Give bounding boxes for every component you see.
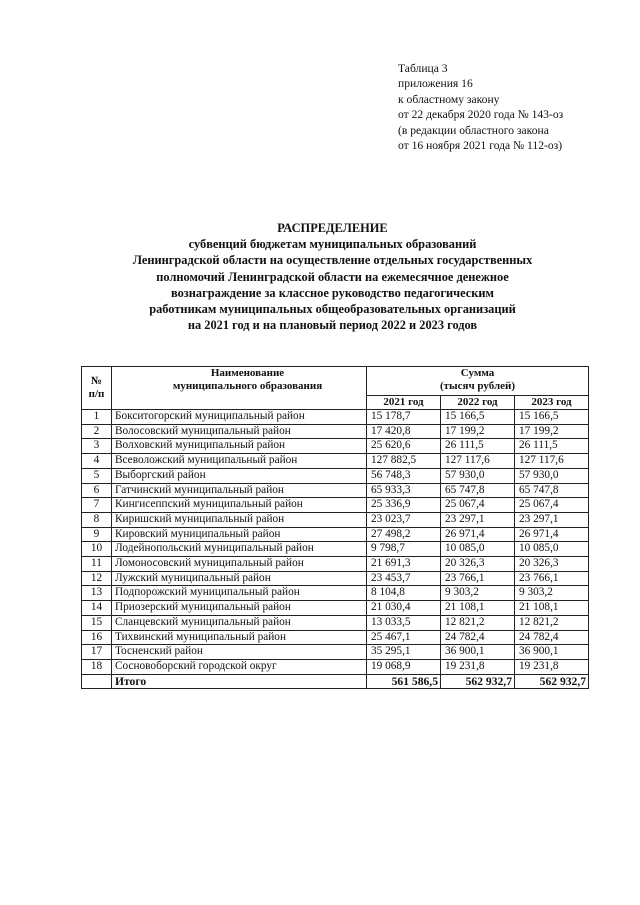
- amount-2021: 25 467,1: [367, 630, 441, 645]
- row-number: 8: [82, 512, 112, 527]
- amount-2021: 9 798,7: [367, 542, 441, 557]
- amount-2022: 19 231,8: [441, 659, 515, 674]
- header-row-number-line: п/п: [88, 388, 105, 400]
- amount-2023: 36 900,1: [515, 645, 589, 660]
- amount-2021: 15 178,7: [367, 410, 441, 425]
- row-number: 13: [82, 586, 112, 601]
- total-row-number: [82, 674, 112, 688]
- total-2023: 562 932,7: [515, 674, 589, 688]
- municipality-name: Ломоносовский муниципальный район: [112, 557, 367, 572]
- row-number: 2: [82, 424, 112, 439]
- amount-2023: 21 108,1: [515, 601, 589, 616]
- header-municipality-name: [112, 367, 367, 410]
- amount-2023: 57 930,0: [515, 468, 589, 483]
- amount-2023: 65 747,8: [515, 483, 589, 498]
- header-row-number: [82, 367, 112, 410]
- municipality-name: Выборгский район: [112, 468, 367, 483]
- title-line: полномочий Ленинградской области на ежемесячное денежное: [156, 269, 509, 284]
- row-number: 9: [82, 527, 112, 542]
- municipality-name: Лужский муниципальный район: [112, 571, 367, 586]
- amount-2023: 24 782,4: [515, 630, 589, 645]
- row-number: 1: [82, 410, 112, 425]
- municipality-name: Бокситогорский муниципальный район: [112, 410, 367, 425]
- amount-2023: 127 117,6: [515, 454, 589, 469]
- amount-2022: 23 766,1: [441, 571, 515, 586]
- table-row: [82, 557, 589, 572]
- municipality-name: Киришский муниципальный район: [112, 512, 367, 527]
- amount-2022: 10 085,0: [441, 542, 515, 557]
- total-label: Итого: [112, 674, 367, 688]
- amount-2022: 26 111,5: [441, 439, 515, 454]
- row-number: 18: [82, 659, 112, 674]
- table-row: [82, 586, 589, 601]
- note-line: от 16 ноября 2021 года № 112-оз): [398, 139, 563, 153]
- table-row: [82, 424, 589, 439]
- amount-2022: 21 108,1: [441, 601, 515, 616]
- municipality-name: Тихвинский муниципальный район: [112, 630, 367, 645]
- amount-2022: 15 166,5: [441, 410, 515, 425]
- header-sum-line: (тысяч рублей): [439, 380, 516, 392]
- row-number: 11: [82, 557, 112, 572]
- note-line: от 22 декабря 2020 года № 143-оз: [398, 108, 564, 122]
- header-year-2023: 2023 год: [515, 396, 589, 410]
- subvention-distribution-table: [81, 366, 589, 689]
- municipality-name: Приозерский муниципальный район: [112, 601, 367, 616]
- row-number: 16: [82, 630, 112, 645]
- table-row: [82, 571, 589, 586]
- amount-2021: 17 420,8: [367, 424, 441, 439]
- amount-2022: 12 821,2: [441, 615, 515, 630]
- amount-2021: 23 023,7: [367, 512, 441, 527]
- table-row: [82, 645, 589, 660]
- table-row: [82, 439, 589, 454]
- amount-2022: 65 747,8: [441, 483, 515, 498]
- header-row-number-line: №: [90, 375, 103, 387]
- amount-2021: 21 030,4: [367, 601, 441, 616]
- amount-2022: 26 971,4: [441, 527, 515, 542]
- table-body: [82, 410, 589, 675]
- amount-2022: 23 297,1: [441, 512, 515, 527]
- row-number: 5: [82, 468, 112, 483]
- amount-2022: 127 117,6: [441, 454, 515, 469]
- title-line: работникам муниципальных общеобразовательных организаций: [149, 302, 516, 317]
- total-2021: 561 586,5: [367, 674, 441, 688]
- amount-2022: 9 303,2: [441, 586, 515, 601]
- table-row: [82, 630, 589, 645]
- header-sum: [367, 367, 589, 396]
- title-line: субвенций бюджетам муниципальных образований: [188, 237, 477, 252]
- row-number: 4: [82, 454, 112, 469]
- amount-2021: 65 933,3: [367, 483, 441, 498]
- header-sum-line: Сумма: [460, 367, 495, 379]
- note-line: (в редакции областного закона: [398, 123, 549, 137]
- municipality-name: Всеволожский муниципальный район: [112, 454, 367, 469]
- row-number: 10: [82, 542, 112, 557]
- amount-2022: 36 900,1: [441, 645, 515, 660]
- table-row: [82, 527, 589, 542]
- amount-2021: 56 748,3: [367, 468, 441, 483]
- header-year-2021: 2021 год: [367, 396, 441, 410]
- row-number: 7: [82, 498, 112, 513]
- amount-2023: 20 326,3: [515, 557, 589, 572]
- municipality-name: Тосненский район: [112, 645, 367, 660]
- table-row: [82, 498, 589, 513]
- amount-2023: 26 971,4: [515, 527, 589, 542]
- table-row: [82, 483, 589, 498]
- amount-2022: 17 199,2: [441, 424, 515, 439]
- amount-2023: 23 297,1: [515, 512, 589, 527]
- header-municipality-name-line: муниципального образования: [172, 380, 323, 392]
- header-year-2022: 2022 год: [441, 396, 515, 410]
- municipality-name: Волховский муниципальный район: [112, 439, 367, 454]
- table-row: [82, 615, 589, 630]
- title-line: вознаграждение за классное руководство педагогическим: [170, 285, 494, 300]
- title-line: на 2021 год и на плановый период 2022 и 2023 годов: [187, 318, 478, 333]
- amount-2021: 25 336,9: [367, 498, 441, 513]
- amount-2021: 27 498,2: [367, 527, 441, 542]
- amount-2023: 9 303,2: [515, 586, 589, 601]
- amount-2021: 35 295,1: [367, 645, 441, 660]
- amount-2021: 19 068,9: [367, 659, 441, 674]
- municipality-name: Сланцевский муниципальный район: [112, 615, 367, 630]
- table-row: [82, 468, 589, 483]
- table-row: [82, 512, 589, 527]
- table-row: [82, 410, 589, 425]
- header-municipality-name-line: Наименование: [210, 367, 285, 379]
- title-line: РАСПРЕДЕЛЕНИЕ: [277, 221, 388, 235]
- municipality-name: Подпорожский муниципальный район: [112, 586, 367, 601]
- municipality-name: Сосновоборский городской округ: [112, 659, 367, 674]
- row-number: 6: [82, 483, 112, 498]
- title-line: Ленинградской области на осуществление отдельных государственных: [132, 253, 533, 268]
- amount-2023: 12 821,2: [515, 615, 589, 630]
- amount-2021: 127 882,5: [367, 454, 441, 469]
- table-row: [82, 659, 589, 674]
- amount-2021: 23 453,7: [367, 571, 441, 586]
- row-number: 3: [82, 439, 112, 454]
- table-row: [82, 601, 589, 616]
- row-number: 17: [82, 645, 112, 660]
- document-title: [60, 220, 605, 333]
- row-number: 15: [82, 615, 112, 630]
- note-line: приложения 16: [398, 77, 473, 91]
- amount-2021: 13 033,5: [367, 615, 441, 630]
- table-row: [82, 454, 589, 469]
- amount-2023: 19 231,8: [515, 659, 589, 674]
- document-attachment-note: [398, 61, 563, 153]
- amount-2023: 23 766,1: [515, 571, 589, 586]
- note-line: Таблица 3: [398, 62, 448, 75]
- amount-2023: 25 067,4: [515, 498, 589, 513]
- amount-2022: 25 067,4: [441, 498, 515, 513]
- municipality-name: Кировский муниципальный район: [112, 527, 367, 542]
- amount-2023: 10 085,0: [515, 542, 589, 557]
- amount-2023: 15 166,5: [515, 410, 589, 425]
- row-number: 14: [82, 601, 112, 616]
- municipality-name: Волосовский муниципальный район: [112, 424, 367, 439]
- total-row: [82, 674, 589, 688]
- amount-2021: 21 691,3: [367, 557, 441, 572]
- table-row: [82, 542, 589, 557]
- note-line: к областному закону: [398, 92, 500, 106]
- row-number: 12: [82, 571, 112, 586]
- amount-2022: 20 326,3: [441, 557, 515, 572]
- municipality-name: Гатчинский муниципальный район: [112, 483, 367, 498]
- amount-2022: 57 930,0: [441, 468, 515, 483]
- municipality-name: Кингисеппский муниципальный район: [112, 498, 367, 513]
- amount-2021: 25 620,6: [367, 439, 441, 454]
- amount-2023: 26 111,5: [515, 439, 589, 454]
- amount-2021: 8 104,8: [367, 586, 441, 601]
- amount-2023: 17 199,2: [515, 424, 589, 439]
- total-2022: 562 932,7: [441, 674, 515, 688]
- municipality-name: Лодейнопольский муниципальный район: [112, 542, 367, 557]
- amount-2022: 24 782,4: [441, 630, 515, 645]
